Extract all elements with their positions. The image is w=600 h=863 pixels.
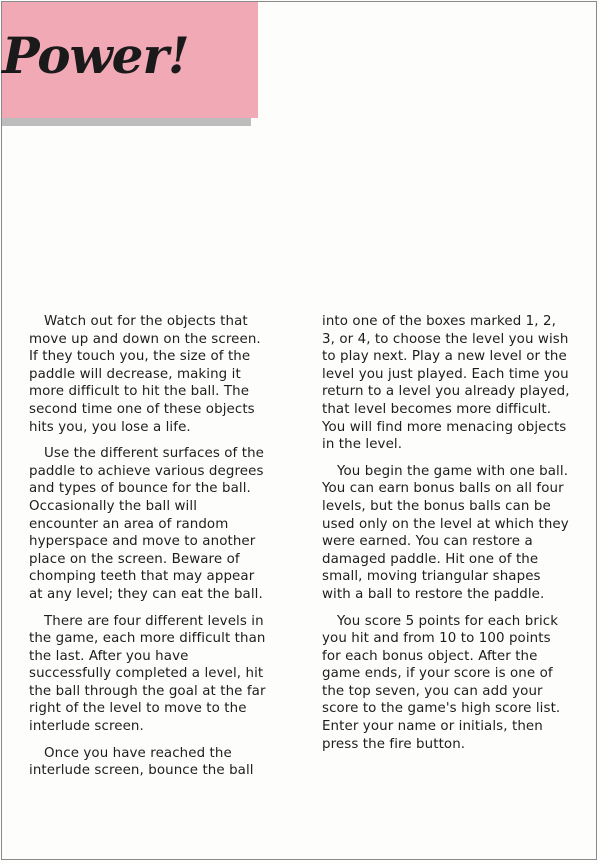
right-column bbox=[322, 313, 572, 762]
title-banner bbox=[2, 2, 258, 118]
paragraph: Once you have reached the interlude screen, bounce the ball bbox=[29, 745, 254, 779]
paragraph: Use the different surfaces of the paddle to achieve various degrees and types of bounce for the ball. Occasionally the ball will encounter an area of random hyperspace and move to another place on the screen. Beware of chomping teeth that may appear at any level; they can eat the ball. bbox=[29, 446, 264, 602]
paragraph: Watch out for the objects that move up and down on the screen. If they touch you, the size of the paddle will decrease, making it more difficult to hit the ball. The second time one of these objects hits you, you lose a life. bbox=[29, 314, 261, 435]
page-title: Power! bbox=[2, 26, 189, 85]
paragraph-continued: into one of the boxes marked 1, 2, 3, or 4, to choose the level you wish to play next. Play a new level or the level you just played. Each time you return to a level you already played, that level becomes more difficult. You will find more menacing objects in the level. bbox=[322, 314, 570, 453]
left-column bbox=[29, 313, 266, 789]
paragraph: You begin the game with one ball. You can earn bonus balls on all four levels, but the bonus balls can be used only on the level at which they were earned. You can restore a damaged paddle. Hit one of the small, moving triangular shapes with a ball to restore the paddle. bbox=[322, 463, 569, 602]
paragraph: You score 5 points for each brick you hit and from 10 to 100 points for each bonus object. After the game ends, if your score is one of the top seven, you can add your score to the game's high score list. Enter your name or initials, then press the fire button. bbox=[322, 613, 561, 752]
paragraph: There are four different levels in the game, each more difficult than the last. After you have successfully completed a level, hit the ball through the goal at the far right of the level to move to the interlude screen. bbox=[29, 613, 266, 735]
banner-shadow bbox=[2, 118, 251, 126]
